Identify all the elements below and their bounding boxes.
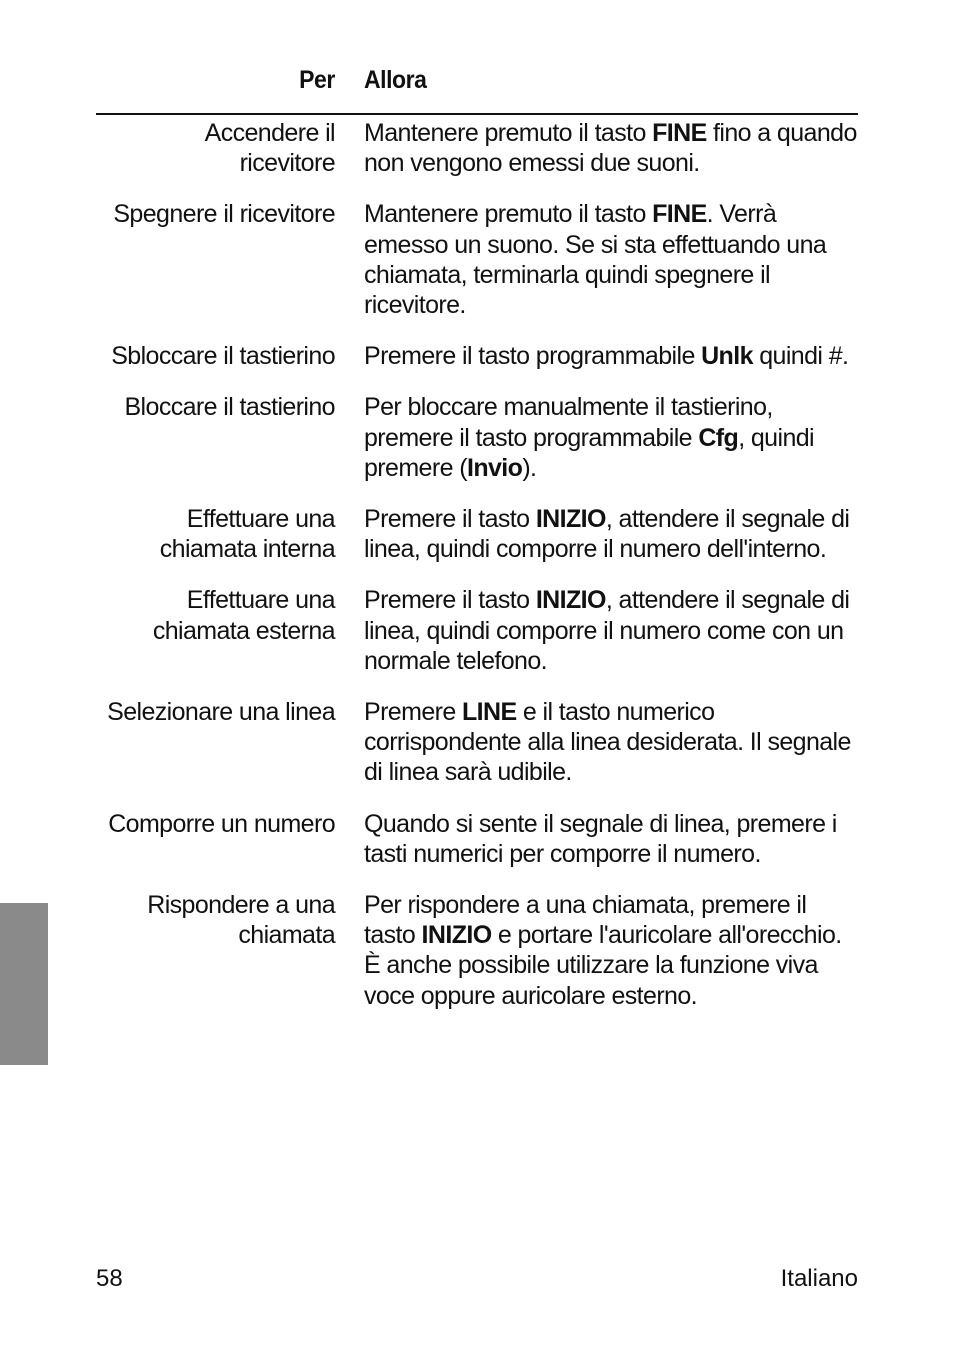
page-number: 58 [96, 1265, 123, 1292]
cell-per-line: Sbloccare il tastierino [111, 342, 335, 371]
cell-per [96, 341, 335, 371]
text-segment: Per rispondere a una chiamata, premere il tasto [364, 891, 807, 950]
footer-language: Italiano [780, 1265, 858, 1292]
cell-allora [364, 341, 858, 371]
text-segment: , quindi premere ( [364, 423, 815, 482]
cell-per [96, 697, 335, 727]
cell-per-line: chiamata esterna [152, 616, 335, 645]
text-segment: quindi #. [752, 342, 849, 371]
cell-per-line: Rispondere a una [147, 891, 335, 920]
text-segment: fino a quando non vengono emessi due suoni. [364, 119, 857, 178]
table-row [96, 341, 858, 371]
text-segment: Premere il tasto [364, 586, 536, 615]
cell-allora [364, 585, 858, 676]
text-segment: , attendere il segnale di linea, quindi comporre il numero come con un normale telefono. [364, 586, 850, 675]
cell-per-line: Effettuare una [186, 586, 335, 615]
cell-per [96, 585, 335, 645]
key-name: Unlk [701, 342, 753, 371]
text-segment: Premere il tasto [364, 505, 536, 534]
cell-per [96, 392, 335, 422]
cell-per [96, 890, 335, 950]
cell-allora [364, 118, 858, 178]
cell-allora [364, 504, 858, 564]
cell-per-line: chiamata [238, 921, 335, 950]
table-row [96, 504, 858, 564]
table-body [96, 118, 858, 1032]
section-tab [0, 903, 48, 1065]
text-segment: Premere [364, 698, 463, 727]
text-segment: Mantenere premuto il tasto [364, 200, 653, 229]
table-row [96, 585, 858, 676]
cell-per [96, 504, 335, 564]
cell-per-line: Bloccare il tastierino [124, 393, 335, 422]
text-segment: Per bloccare manualmente il tastierino, premere il tasto programmabile [364, 393, 773, 452]
text-segment: . Verrà emesso un suono. Se si sta effettuando una chiamata, terminarla quindi spegnere il ricevitore. [364, 200, 827, 320]
cell-allora [364, 697, 858, 788]
cell-allora [364, 809, 858, 869]
cell-per-line: Accendere il [204, 119, 335, 147]
key-name: FINE [652, 119, 707, 147]
column-header-allora: Allora [364, 66, 427, 94]
key-name: Invio [466, 453, 523, 482]
text-segment: ). [522, 453, 537, 482]
cell-allora [364, 392, 858, 483]
table-row [96, 392, 858, 483]
cell-per [96, 199, 335, 229]
table-row [96, 890, 858, 1011]
key-name: FINE [652, 200, 707, 229]
text-segment: Mantenere premuto il tasto [364, 119, 653, 147]
cell-per [96, 809, 335, 839]
key-name: LINE [462, 698, 517, 727]
table-row [96, 697, 858, 788]
text-segment: e il tasto numerico corrispondente alla linea desiderata. Il segnale di linea sarà udibile. [364, 698, 851, 787]
text-segment: Premere il tasto programmabile [364, 342, 702, 371]
cell-per-line: Comporre un numero [108, 809, 335, 838]
table-row [96, 809, 858, 869]
cell-allora [364, 199, 858, 320]
text-segment: Quando si sente il segnale di linea, premere i tasti numerici per comporre il numero. [364, 809, 837, 868]
table-row [96, 118, 858, 178]
column-header-per: Per [299, 66, 335, 94]
text-segment: , attendere il segnale di linea, quindi comporre il numero dell'interno. [364, 505, 850, 564]
cell-per-line: chiamata interna [159, 535, 335, 564]
key-name: INIZIO [535, 505, 606, 534]
text-segment: e portare l'auricolare all'orecchio. È anche possibile utilizzare la funzione viva voce oppure auricolare esterno. [364, 921, 842, 1010]
cell-allora [364, 890, 858, 1011]
key-name: INIZIO [535, 586, 606, 615]
cell-per-line: Effettuare una [186, 505, 335, 534]
cell-per-line: ricevitore [239, 149, 335, 178]
key-name: Cfg [698, 423, 739, 452]
table-header [96, 66, 858, 100]
cell-per [96, 118, 335, 178]
cell-per-line: Spegnere il ricevitore [113, 200, 335, 229]
table-row [96, 199, 858, 320]
cell-per-line: Selezionare una linea [107, 698, 335, 727]
header-divider [96, 113, 858, 115]
key-name: INIZIO [421, 921, 492, 950]
